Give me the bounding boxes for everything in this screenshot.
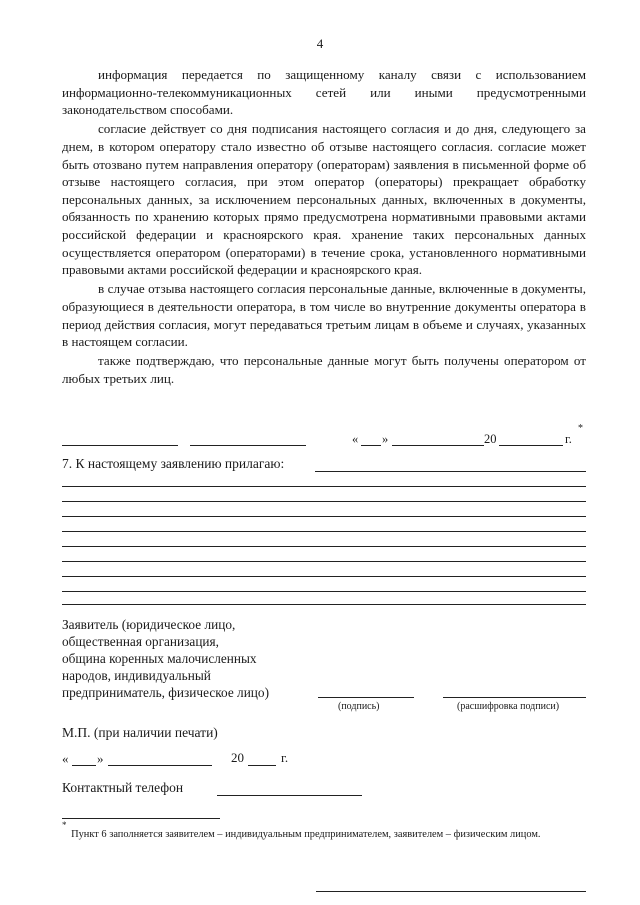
attachment-line[interactable] xyxy=(62,516,586,517)
attachment-line[interactable] xyxy=(62,604,586,605)
blank-line[interactable] xyxy=(190,445,306,446)
attachment-line[interactable] xyxy=(315,471,586,472)
close-quote: » xyxy=(382,432,389,446)
attachments-title: 7. К настоящему заявлению прилагаю: xyxy=(62,456,285,471)
applicant-label-line: народов, индивидуальный xyxy=(62,668,211,683)
phone-field[interactable] xyxy=(217,795,362,796)
attachment-line[interactable] xyxy=(62,546,586,547)
applicant-label-line: община коренных малочисленных xyxy=(62,651,257,666)
phone-label: Контактный телефон xyxy=(62,780,184,795)
year-field[interactable] xyxy=(499,445,563,446)
applicant-label-line: Заявитель (юридическое лицо, xyxy=(62,617,236,632)
footnote-text: Пункт 6 заполняется заявителем – индивидуальным предпринимателем, заявителем – физическим лицом. xyxy=(71,829,541,840)
year-suffix: г. xyxy=(281,750,289,765)
applicant-label-line: общественная организация, xyxy=(62,634,219,649)
attachment-line[interactable] xyxy=(62,531,586,532)
blank-line[interactable] xyxy=(62,445,178,446)
month-field[interactable] xyxy=(108,765,212,766)
paragraph: в случае отзыва настоящего согласия персональные данные, включенные в документы, образующиеся в деятельности оператора, в том числе во внутренние документы оператора в период действия согласия, могут передаваться третьим лицам в объеме и случаях, указанных в настоящем согласии. xyxy=(62,281,586,350)
year-prefix: 20 xyxy=(231,750,244,765)
consent-date-row xyxy=(0,423,640,452)
paragraph: согласие действует со дня подписания настоящего согласия и до дня, следующего за днем, в котором оператору стало известно об отзыве настоящего согласия. согласие может быть отозвано путем направления оператору (операторам) заявления в письменной форме об отзыве настоящего согласия, при этом оператор (операторы) прекращает обработку персональных данных, за исключением персональных данных, включенных в документы, обязанность по хранению которых прямо предусмотрена нормативными правовыми актами российской федерации и красноярского края. хранение таких персональных данных осуществляется оператором (операторами) в течение срока, установленного нормативными правовыми актами российской федерации и красноярского края. xyxy=(62,121,586,278)
month-field[interactable] xyxy=(392,445,484,446)
signature-transcript-caption: (расшифровка подписи) xyxy=(457,701,560,712)
day-field[interactable] xyxy=(72,765,96,766)
year-suffix: г. xyxy=(565,432,572,446)
signature-caption: (подпись) xyxy=(338,701,380,712)
year-prefix: 20 xyxy=(484,432,497,446)
applicant-block xyxy=(62,616,269,701)
signature-field[interactable] xyxy=(318,697,414,698)
attachment-line[interactable] xyxy=(62,561,586,562)
applicant-label-line: предприниматель, физическое лицо) xyxy=(62,685,269,700)
signature-transcript-field[interactable] xyxy=(443,697,586,698)
footnote-mark: * xyxy=(62,820,67,830)
day-field[interactable] xyxy=(361,445,381,446)
paragraph: также подтверждаю, что персональные данные могут быть получены оператором от любых третьих лиц. xyxy=(62,353,586,386)
attachment-line[interactable] xyxy=(62,591,586,592)
open-quote: « xyxy=(62,751,69,766)
attachment-line[interactable] xyxy=(62,576,586,577)
footnote-divider xyxy=(62,818,220,819)
paragraph: информация передается по защищенному каналу связи с использованием информационно-телекоммуникационных сетей или иными предусмотренными законодательством способами. xyxy=(62,67,586,118)
page-number: 4 xyxy=(316,36,324,51)
attachment-line[interactable] xyxy=(62,501,586,502)
stamp-label: М.П. (при наличии печати) xyxy=(62,725,218,740)
footnote-marker: * xyxy=(578,423,583,434)
attachment-line[interactable] xyxy=(62,486,586,487)
year-field[interactable] xyxy=(248,765,276,766)
bottom-rule xyxy=(316,891,586,892)
close-quote: » xyxy=(97,751,104,766)
open-quote: « xyxy=(352,432,359,446)
consent-text xyxy=(62,66,586,389)
footnote xyxy=(62,820,541,840)
